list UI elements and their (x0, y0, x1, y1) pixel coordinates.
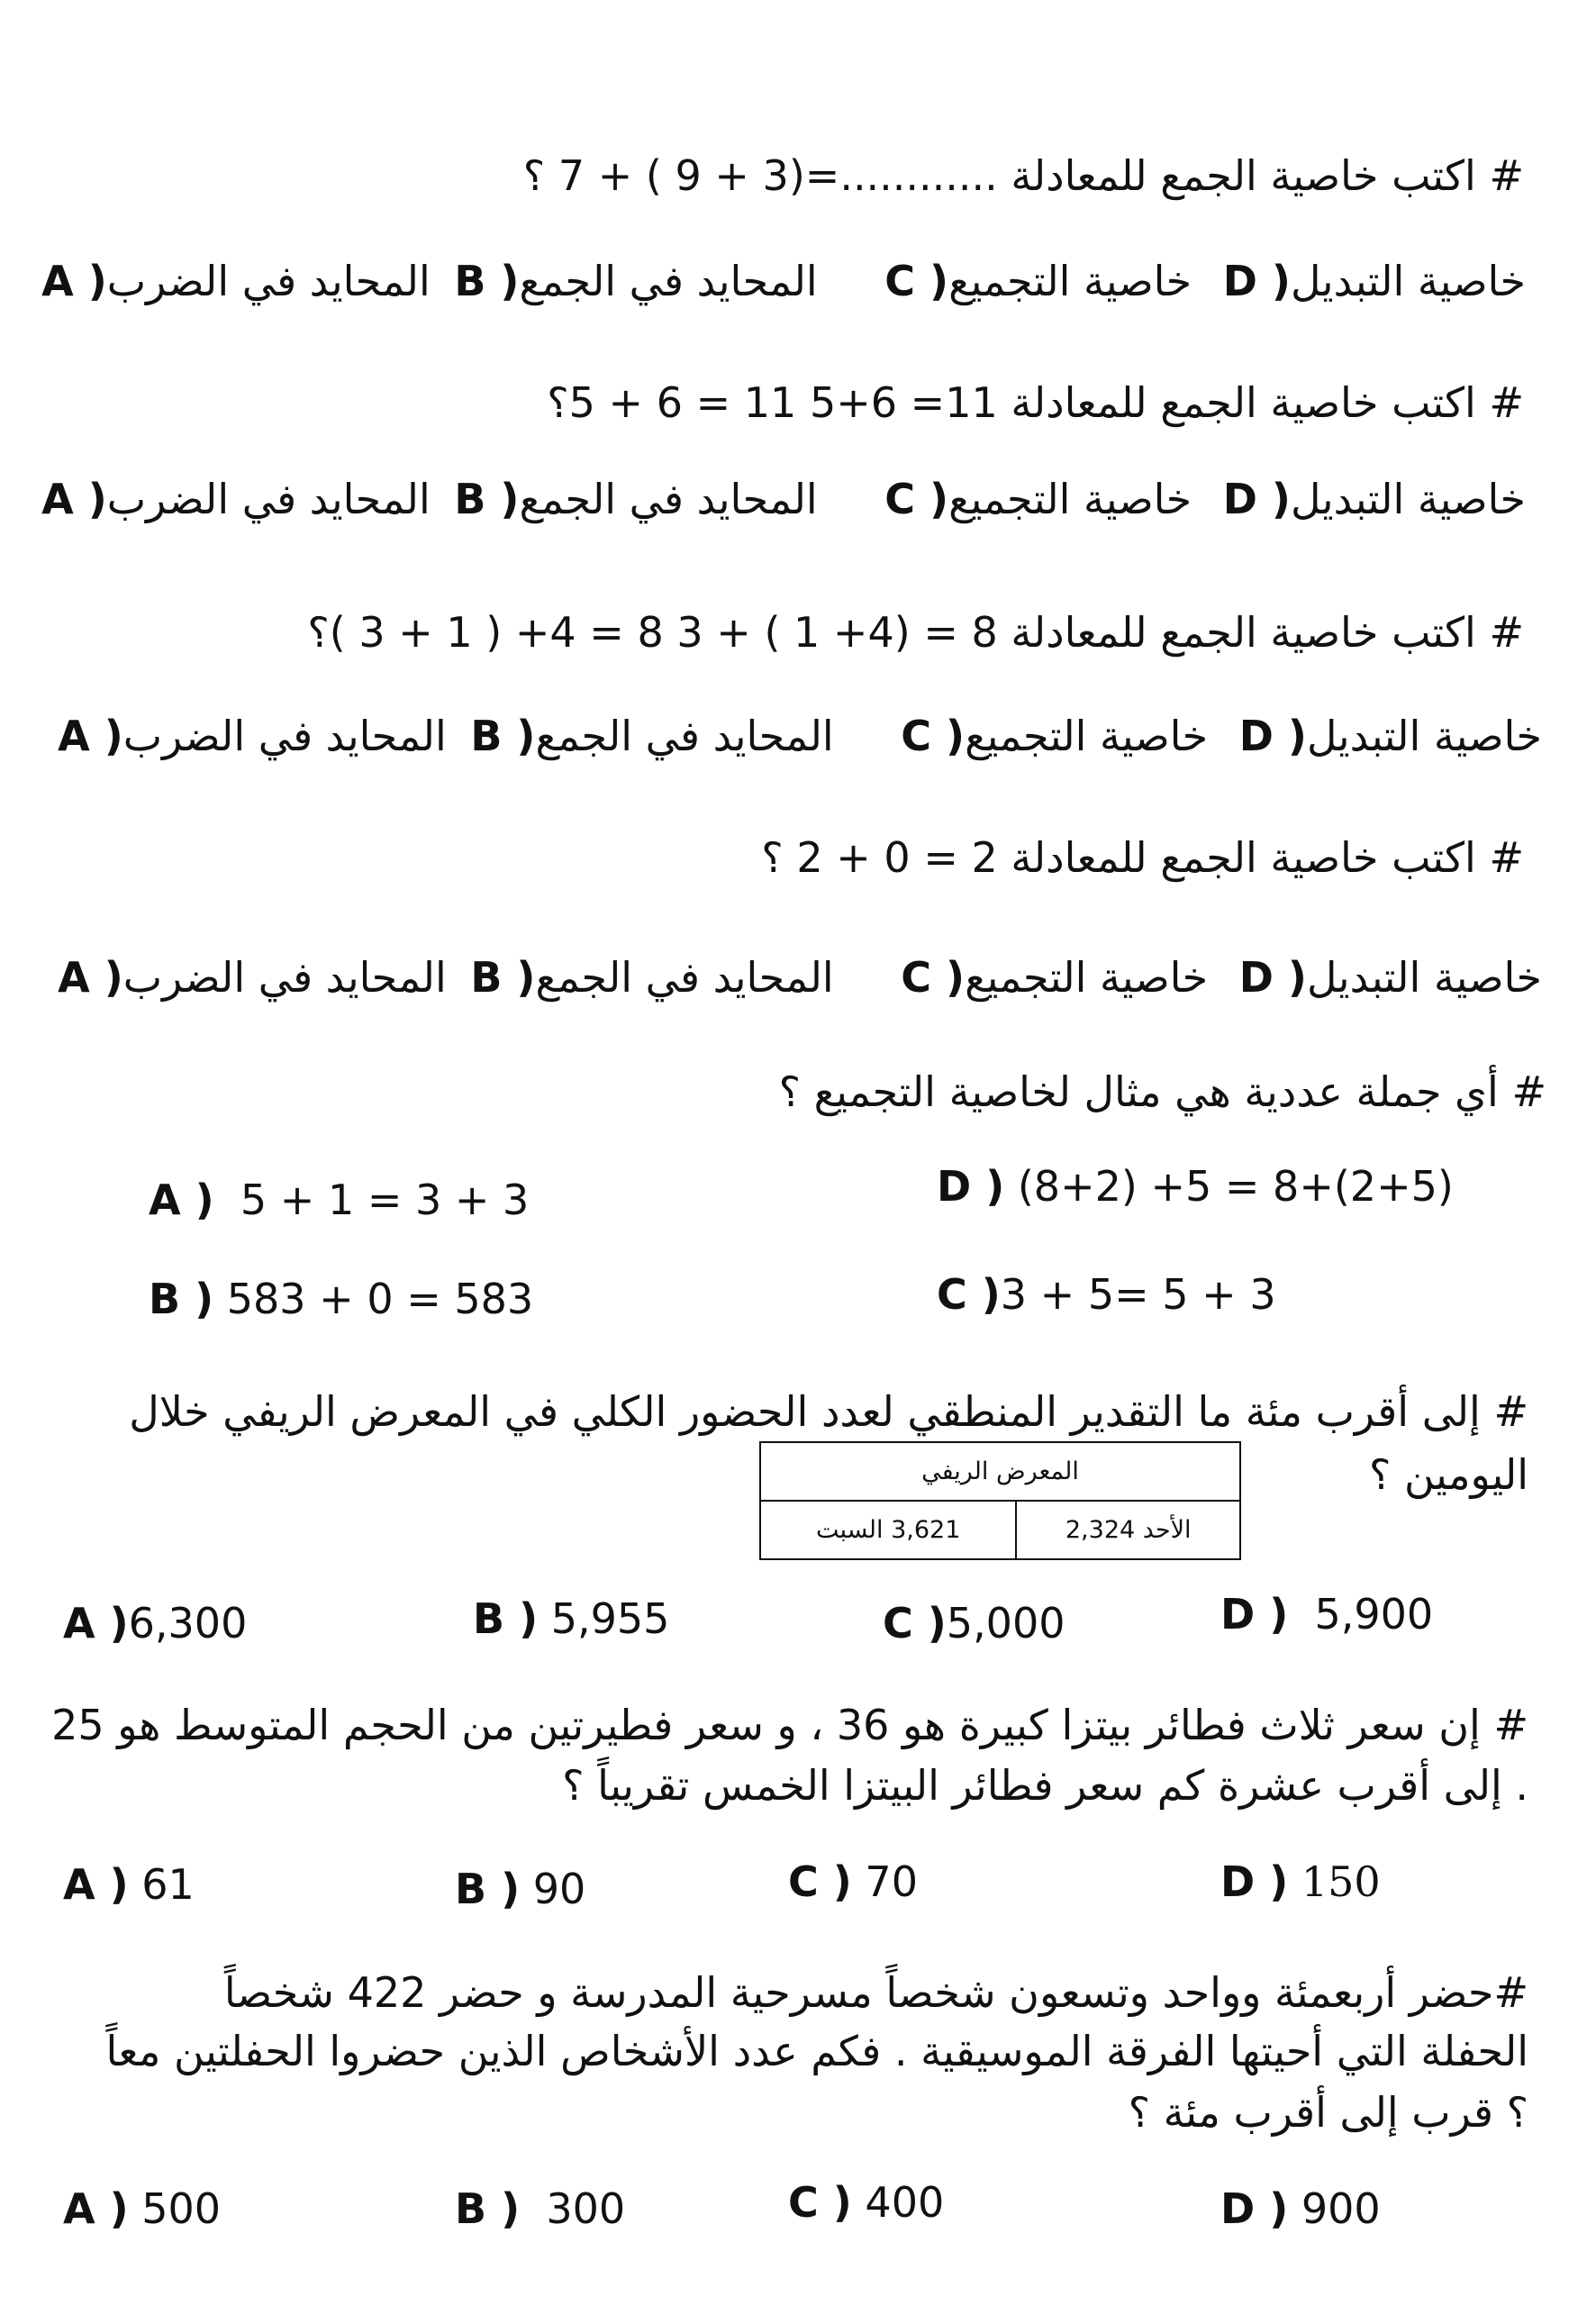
question-7-line-2: . إلى أقرب عشرة كم سعر فطائر البيتزا الخمس تقريباً ؟ (562, 1761, 1528, 1810)
option-b-label: B (470, 953, 503, 1002)
option-b-text: 583 + 0 = 583 (226, 1275, 534, 1323)
option-a-label: A ) (149, 1176, 214, 1224)
option-b-label: B ) (455, 1865, 521, 1913)
table-cell-saturday: 3,621 السبت (760, 1501, 1016, 1559)
option-a (63, 1860, 195, 1909)
question-8-line-3: ؟ قرب إلى أقرب مئة ؟ (1128, 2088, 1528, 2137)
question-7-line-1: # إن سعر ثلاث فطائر بيتزا كبيرة هو 36 ، و سعر فطيرتين من الحجم المتوسط هو 25 (51, 1701, 1528, 1749)
option-b-text: المحايد في الجمع (519, 475, 818, 523)
option-b-text: المحايد في الجمع (535, 953, 834, 1002)
option-b-text: المحايد في الجمع (535, 712, 834, 760)
option-c-label: C (901, 712, 932, 760)
option-b-label: B (454, 475, 486, 523)
option-b (455, 2184, 625, 2233)
option-c-label: C (884, 475, 916, 523)
question-1: # اكتب خاصية الجمع للمعادلة ............=(3 + 9 ) + 7 ؟ (522, 151, 1524, 200)
option-c-label: C (884, 257, 916, 305)
option-b-text: 5,955 (550, 1594, 670, 1643)
option-d-text: خاصية التبديل (1290, 257, 1526, 305)
option-a-text: 61 (141, 1860, 195, 1909)
option-d-text: 5,900 (1314, 1590, 1434, 1639)
option-d (1220, 1590, 1433, 1639)
fair-attendance-table (759, 1441, 1241, 1560)
question-5: # أي جملة عددية هي مثال لخاصية التجميع ؟ (778, 1067, 1546, 1116)
option-c-text: خاصية التجميع (965, 953, 1209, 1002)
option-a-label: A ) (63, 1860, 129, 1909)
option-b-label: B ) (149, 1275, 214, 1323)
option-c-label: C ) (883, 1599, 947, 1648)
option-d-label: D (1238, 712, 1274, 760)
option-c-label: C (901, 953, 932, 1002)
option-d-text: خاصية التبديل (1306, 953, 1542, 1002)
option-b-label: B ) (455, 2184, 521, 2233)
option-d-label: D ) (1220, 1590, 1289, 1639)
question-2-options: خاصية التبديل( D خاصية التجميع( C المحايد في الجمع( B المحايد في الضرب( A (41, 475, 1526, 523)
option-b-label: B (470, 712, 503, 760)
question-6-line-1: # إلى أقرب مئة ما التقدير المنطقي لعدد الحضور الكلي في المعرض الريفي خلال (129, 1387, 1528, 1436)
option-c-label: C ) (788, 1857, 852, 1906)
question-2: # اكتب خاصية الجمع للمعادلة 11= 6+5 11 = 6 + 5؟ (547, 378, 1524, 427)
option-a-text: المحايد في الضرب (106, 257, 431, 305)
option-b-text: 300 (546, 2184, 626, 2233)
question-6-line-2: اليومين ؟ (1368, 1450, 1528, 1499)
option-c-text: خاصية التجميع (965, 712, 1209, 760)
table-title: المعرض الريفي (760, 1442, 1240, 1501)
option-a-text: 500 (141, 2184, 222, 2233)
option-c-label: C ) (937, 1270, 1001, 1319)
option-a-text: 5 + 1 = 3 + 3 (240, 1176, 530, 1224)
option-d-label: D (1222, 475, 1257, 523)
option-d (1220, 1857, 1381, 1906)
option-a-label: A (58, 953, 90, 1002)
question-3-options: خاصية التبديل( D خاصية التجميع( C المحايد في الجمع( B المحايد في الضرب( A (58, 712, 1542, 760)
option-d (937, 1162, 1454, 1211)
option-a-text: المحايد في الضرب (122, 712, 447, 760)
table-cell-sunday: الأحد 2,324 (1016, 1501, 1240, 1559)
question-1-options: خاصية التبديل( D خاصية التجميع( C المحايد في الجمع( B المحايد في الضرب( A (41, 257, 1526, 305)
option-c-text: 400 (865, 2178, 945, 2227)
option-d (1220, 2184, 1381, 2233)
option-d-text: خاصية التبديل (1290, 475, 1526, 523)
question-3: # اكتب خاصية الجمع للمعادلة 8 = (4+ 1 ) + 3 8 = 4+ ( 1 + 3 )؟ (307, 608, 1524, 657)
option-c-text: خاصية التجميع (948, 475, 1192, 523)
option-c (937, 1270, 1276, 1319)
option-c (788, 2178, 944, 2227)
option-d-label: D (1222, 257, 1257, 305)
option-a-label: A (41, 257, 74, 305)
option-b-label: B ) (473, 1594, 539, 1643)
option-c-text: خاصية التجميع (948, 257, 1192, 305)
option-b (149, 1275, 533, 1323)
option-a-text: 6,300 (128, 1599, 248, 1648)
option-d-text: 150 (1301, 1857, 1381, 1906)
question-8-line-1: #حضر أربعمئة وواحد وتسعون شخصاً مسرحية المدرسة و حضر 422 شخصاً (223, 1968, 1528, 2017)
option-b-text: 90 (532, 1865, 586, 1913)
option-a-label: A ) (63, 2184, 129, 2233)
question-8-line-2: الحفلة التي أحيتها الفرقة الموسيقية . فكم عدد الأشخاص الذين حضروا الحفلتين معاً (105, 2027, 1528, 2075)
option-d-text: (8+2) +5 = 8+(2+5) (1017, 1162, 1454, 1211)
question-4-options: خاصية التبديل( D خاصية التجميع( C المحايد في الجمع( B المحايد في الضرب( A (58, 953, 1542, 1002)
option-a-label: A (58, 712, 90, 760)
option-b (473, 1594, 669, 1643)
option-c-label: C ) (788, 2178, 852, 2227)
option-c (883, 1599, 1066, 1648)
option-d-label: D ) (937, 1162, 1005, 1211)
option-a-label: A ) (63, 1599, 129, 1648)
option-d-text: خاصية التبديل (1306, 712, 1542, 760)
option-c (788, 1857, 918, 1906)
question-4: # اكتب خاصية الجمع للمعادلة 2 = 0 + 2 ؟ (761, 833, 1524, 882)
option-d-text: 900 (1301, 2184, 1381, 2233)
option-b (455, 1865, 585, 1913)
option-a (63, 2184, 221, 2233)
option-d-label: D (1238, 953, 1274, 1002)
option-a (149, 1176, 529, 1224)
option-a-label: A (41, 475, 74, 523)
option-a (63, 1599, 247, 1648)
option-c-text: 3 + 5= 5 + 3 (1000, 1270, 1276, 1319)
option-b-text: المحايد في الجمع (519, 257, 818, 305)
option-b-label: B (454, 257, 486, 305)
option-d-label: D ) (1220, 1857, 1289, 1906)
option-d-label: D ) (1220, 2184, 1289, 2233)
option-c-text: 70 (865, 1857, 918, 1906)
option-a-text: المحايد في الضرب (122, 953, 447, 1002)
option-a-text: المحايد في الضرب (106, 475, 431, 523)
option-c-text: 5,000 (946, 1599, 1066, 1648)
